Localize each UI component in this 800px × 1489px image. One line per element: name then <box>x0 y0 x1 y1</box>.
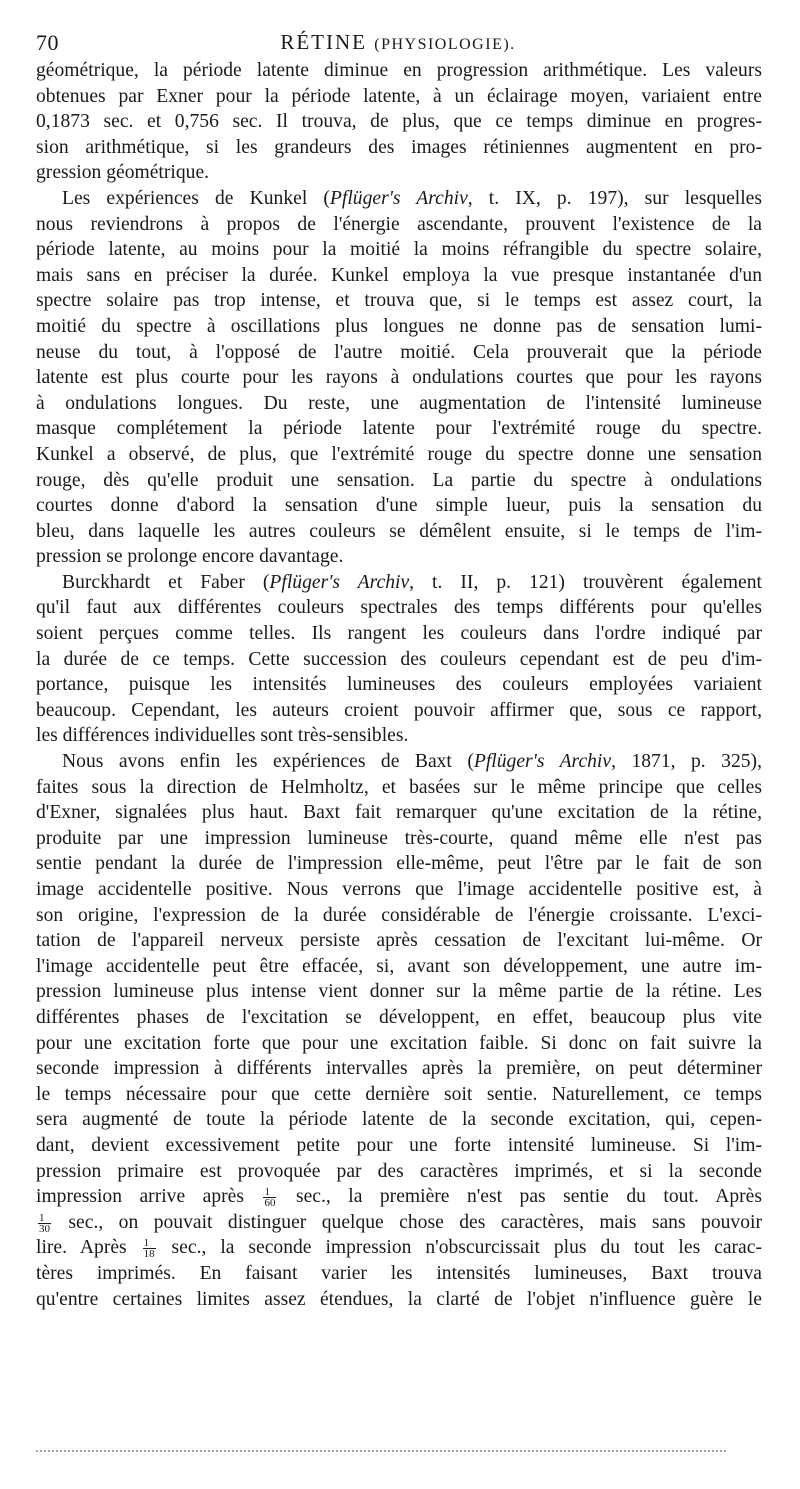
text-line: l'image accidentelle peut être effacée, si, avant son développement, une autre im- <box>36 955 762 977</box>
text-line: $\frac{1}{30}$ sec., on pouvait distinguer quelque chose des caractères, mais sans pouvoir <box>39 1211 762 1235</box>
text-line: pression se prolonge encore davantage. <box>36 546 344 568</box>
text-line: à ondulations longues. Du reste, une augmentation de l'intensité lumineuse <box>36 392 762 414</box>
text-line: géométrique, la période latente diminue en progression arithmétique. Les valeurs <box>36 60 762 81</box>
running-header <box>36 26 760 62</box>
text-line: courtes donne d'abord la sensation d'une simple lueur, puis la sensation du <box>36 495 762 517</box>
text-line: bleu, dans laquelle les autres couleurs se démêlent ensuite, si le temps de l'im- <box>36 520 762 542</box>
text-line: son origine, l'expression de la durée considérable de l'énergie croissante. L'exci- <box>36 904 762 926</box>
fraction: $\frac{1}{18}$ <box>143 1237 155 1261</box>
text-line: pression primaire est provoquée par des caractères imprimés, et si la seconde <box>36 1160 762 1182</box>
text-line: la durée de ce temps. Cette succession des couleurs cependant est de peu d'im- <box>36 648 762 670</box>
body-text <box>36 58 762 1312</box>
text-line: Kunkel a observé, de plus, que l'extrémité rouge du spectre donne une sensation <box>36 443 762 465</box>
text-line: différentes phases de l'excitation se développent, en effet, beaucoup plus vite <box>36 1006 762 1028</box>
text-line: qu'entre certaines limites assez étendues, la clarté de l'objet n'influence guère le <box>36 1288 762 1310</box>
text-line: qu'il faut aux différentes couleurs spectrales des temps différents pour qu'elles <box>36 597 762 619</box>
text-line: seconde impression à différents intervalles après la première, on peut déterminer <box>36 1058 762 1080</box>
text-line: Les expériences de Kunkel (Pflüger's Archiv, t. IX, p. 197), sur lesquelles <box>62 187 762 209</box>
journal-title: Pflüger's Archiv <box>269 571 410 593</box>
text-line: mais sans en préciser la durée. Kunkel employa la vue presque instantanée d'un <box>36 264 762 286</box>
text-line: lire. Après $\frac{1}{18}$ sec., la seconde impression n'obscurcissait plus du tout les carac- <box>36 1237 762 1261</box>
text-line: beaucoup. Cependant, les auteurs croient pouvoir affirmer que, sous ce rapport, <box>36 699 762 721</box>
journal-title: Pflüger's Archiv <box>473 751 612 773</box>
text-line: sera augmenté de toute la période latente de la seconde excitation, qui, cepen- <box>36 1109 762 1131</box>
text-line: rouge, dès qu'elle produit une sensation. La partie du spectre à ondulations <box>36 469 762 491</box>
text-line: Nous avons enfin les expériences de Baxt (Pflüger's Archiv, 1871, p. 325), <box>62 751 762 773</box>
text-line: pour une excitation forte que pour une excitation faible. Si donc on fait suivre la <box>36 1032 762 1054</box>
text-line: produite par une impression lumineuse très-courte, quand même elle n'est pas <box>36 827 762 849</box>
text-line: tères imprimés. En faisant varier les intensités lumineuses, Baxt trouva <box>36 1262 762 1284</box>
page-number: 70 <box>36 30 59 55</box>
running-title <box>36 30 760 55</box>
text-line: gression géométrique. <box>36 162 210 184</box>
text-line: dant, devient excessivement petite pour une forte intensité lumineuse. Si l'im- <box>36 1134 762 1156</box>
text-line: les différences individuelles sont très-sensibles. <box>36 725 409 747</box>
footer-dotted-rule <box>36 1450 726 1454</box>
text-line: spectre solaire pas trop intense, et trouva que, si le temps est assez court, la <box>36 290 762 312</box>
journal-title: Pflüger's Archiv <box>329 187 468 209</box>
text-line: 0,1873 sec. et 0,756 sec. Il trouva, de plus, que ce temps diminue en progres- <box>36 111 762 133</box>
text-line: Burckhardt et Faber (Pflüger's Archiv, t. II, p. 121) trouvèrent également <box>62 571 762 593</box>
text-line: d'Exner, signalées plus haut. Baxt fait remarquer qu'une excitation de la rétine, <box>36 802 762 824</box>
text-line: période latente, au moins pour la moitié la moins réfrangible du spectre solaire, <box>36 239 762 261</box>
text-line: faites sous la direction de Helmholtz, et basées sur le même principe que celles <box>36 776 762 798</box>
running-title-sub: (PHYSIOLOGIE). <box>374 36 516 53</box>
text-line: latente est plus courte pour les rayons à ondulations courtes que pour les rayons <box>36 367 762 389</box>
text-line: sion arithmétique, si les grandeurs des images rétiniennes augmentent en pro- <box>36 136 762 158</box>
text-line: impression arrive après $\frac{1}{60}$ sec., la première n'est pas sentie du tout. Après <box>36 1186 762 1210</box>
fraction: $\frac{1}{30}$ <box>39 1211 50 1235</box>
text-line: soient perçues comme telles. Ils rangent les couleurs dans l'ordre indiqué par <box>36 623 762 645</box>
text-line: sentie pendant la durée de l'impression elle-même, peut l'être par le fait de son <box>36 853 762 875</box>
text-line: image accidentelle positive. Nous verrons que l'image accidentelle positive est, à <box>36 879 762 900</box>
text-line: nous reviendrons à propos de l'énergie ascendante, prouvent l'existence de la <box>36 213 762 235</box>
text-line: pression lumineuse plus intense vient donner sur la même partie de la rétine. Les <box>36 981 762 1003</box>
text-line: le temps nécessaire pour que cette dernière soit sentie. Naturellement, ce temps <box>36 1083 762 1105</box>
text-line: tation de l'appareil nerveux persiste après cessation de l'excitant lui-même. Or <box>36 930 762 952</box>
text-line: moitié du spectre à oscillations plus longues ne donne pas de sensation lumi- <box>36 315 762 337</box>
text-line: portance, puisque les intensités lumineuses des couleurs employées variaient <box>36 674 762 696</box>
text-line: obtenues par Exner pour la période latente, à un éclairage moyen, variaient entre <box>36 85 762 107</box>
text-line: masque complétement la période latente pour l'extrémité rouge du spectre. <box>36 418 762 440</box>
running-title-main: RÉTINE <box>280 30 367 54</box>
fraction: $\frac{1}{60}$ <box>264 1186 276 1210</box>
text-line: neuse du tout, à l'opposé de l'autre moitié. Cela prouverait que la période <box>36 341 762 363</box>
